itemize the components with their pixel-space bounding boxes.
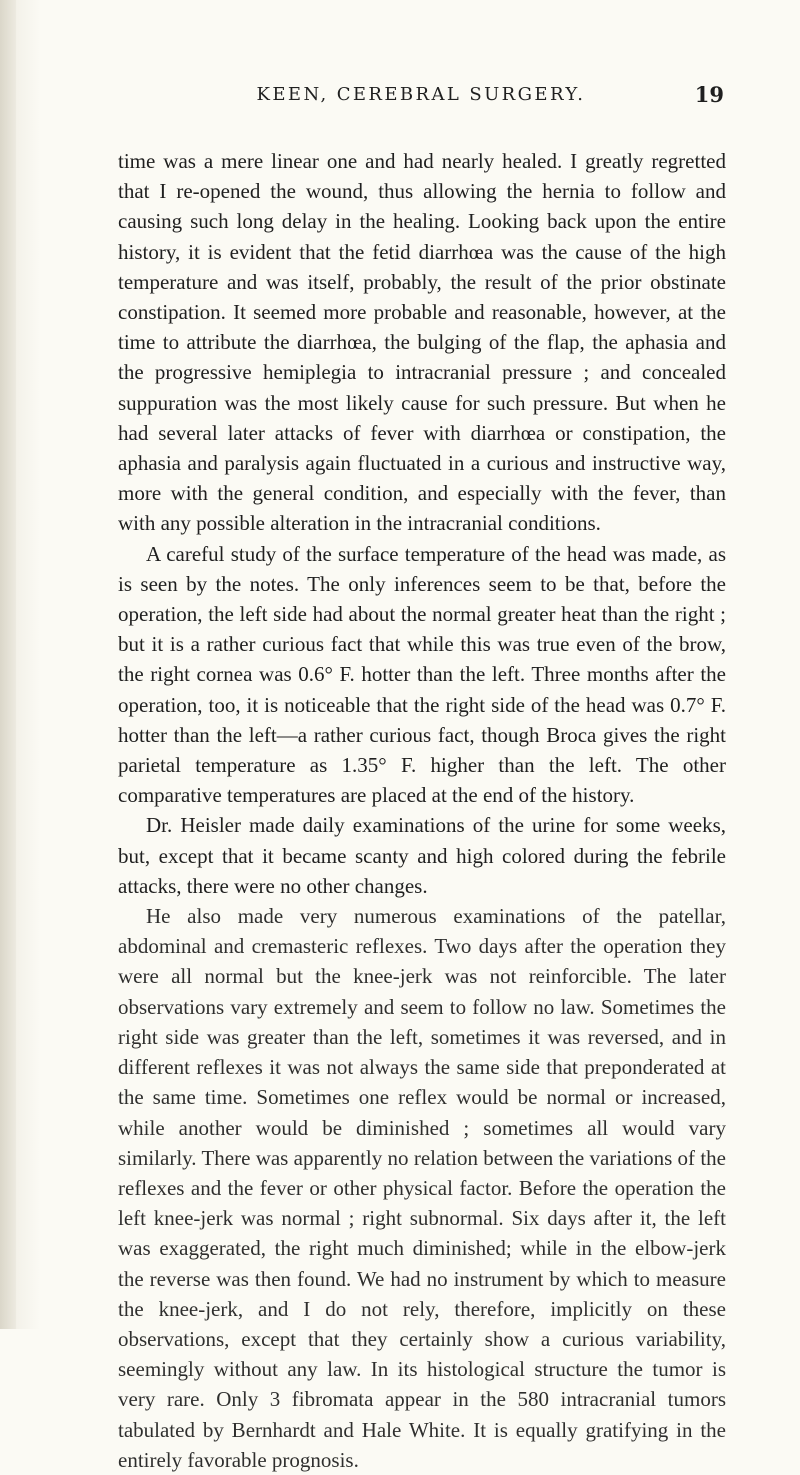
paragraph-1: time was a mere linear one and had nearly healed. I greatly regretted that I re-opened the wound, thus allowing the hernia to follow and causing such long delay in the healing. Looking back upon the entire history, it is evident that the fetid diarrhœa was the cause of the high temperature and was itself, probably, the result of the prior obstinate constipation. It seemed more probable and reasonable, however, at the time to attribute the diarrhœa, the bulging of the flap, the aphasia and the progressive hemiplegia to intracranial pressure ; and concealed suppuration was the most likely cause for such pressure. But when he had several later attacks of fever with diarrhœa or constipation, the aphasia and paralysis again fluctuated in a curious and instructive way, more with the general condition, and especially with the fever, than with any possible alteration in the intracranial conditions.	[118, 149, 726, 536]
body-text	[118, 146, 726, 1475]
running-title: KEEN, CEREBRAL SURGERY.	[256, 84, 586, 105]
page-number: 19	[694, 82, 724, 107]
running-header	[118, 84, 724, 114]
page-binding-edge	[0, 0, 16, 1329]
paragraph-4: He also made very numerous examinations of the patellar, abdominal and cremasteric reflexes. Two days after the operation they were all normal but the knee-jerk was not reinforcible. The later observations vary extremely and seem to follow no law. Sometimes the right side was greater than the left, sometimes it was reversed, and in different reflexes it was not always the same side that preponderated at the same time. Sometimes one reflex would be normal or increased, while another would be diminished ; sometimes all would vary similarly. There was apparently no relation between the variations of the reflexes and the fever or other physical factor. Before the operation the left knee-jerk was normal ; right subnormal. Six days after it, the left was exaggerated, the right much diminished; while in the elbow-jerk the reverse was then found. We had no instrument by which to measure the knee-jerk, and I do not rely, therefore, implicitly on these observations, except that they certainly show a curious variability, seemingly without any law. In its histological structure the tumor is very rare. Only 3 fibromata appear in the 580 intracranial tumors tabulated by Bernhardt and Hale White. It is equally gratifying in the entirely favorable prognosis.	[118, 904, 726, 1472]
paragraph-2: A careful study of the surface temperature of the head was made, as is seen by the notes. The only inferences seem to be that, before the operation, the left side had about the normal greater heat than the right ; but it is a rather curious fact that while this was true even of the brow, the right cornea was 0.6° F. hotter than the left. Three months after the operation, too, it is noticeable that the right side of the head was 0.7° F. hotter than the left—a rather curious fact, though Broca gives the right parietal temperature as 1.35° F. higher than the left. The other comparative temperatures are placed at the end of the history.	[118, 541, 726, 808]
paragraph-3: Dr. Heisler made daily examinations of the urine for some weeks, but, except that it became scanty and high colored during the febrile attacks, there were no other changes.	[118, 813, 726, 898]
